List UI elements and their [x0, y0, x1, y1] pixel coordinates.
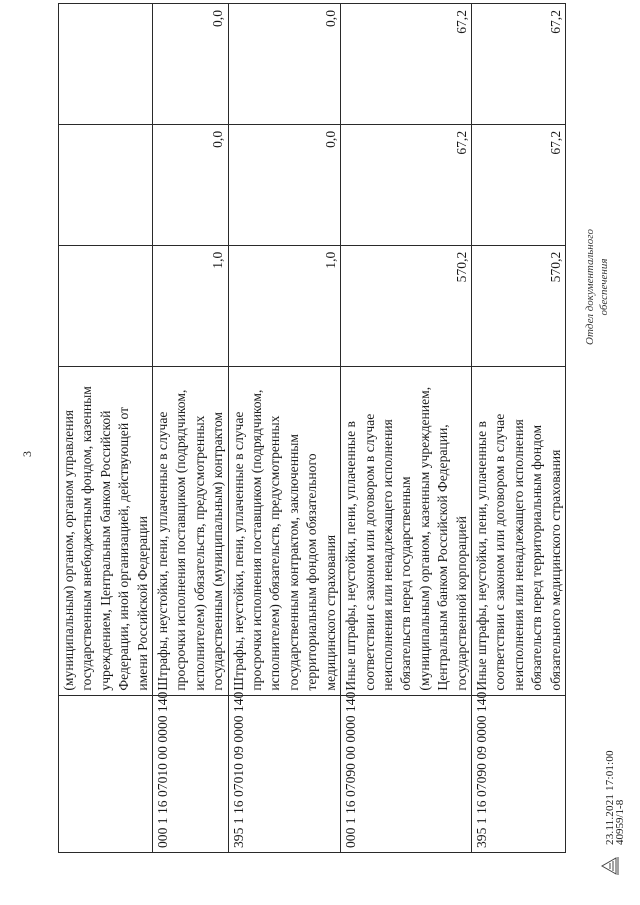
- value-cell-3: 0,0: [153, 4, 229, 125]
- value-cell-3: 0,0: [228, 4, 340, 125]
- value-cell-1: 1,0: [153, 245, 229, 366]
- registry-logo-icon: [598, 855, 620, 877]
- table-row: [471, 4, 565, 853]
- table-row: [341, 4, 472, 853]
- value-cell-3: 67,2: [471, 4, 565, 125]
- value-cell-3: [59, 4, 153, 125]
- description-cell: Штрафы, неустойки, пени, уплаченные в случае просрочки исполнения поставщиком (подрядчиком, исполнителем) обязательств, предусмотренных государственным (муниципальным) контрактом: [153, 366, 229, 695]
- value-cell-2: [59, 124, 153, 245]
- registration-number: 40959/1-8: [614, 799, 626, 845]
- description-cell: (муниципальным) органом, органом управления государственным внебюджетным фондом, казенным учреждением, Центральным банком Российской Федерации, иной организацией, действующей от имени Российской Федерации: [59, 366, 153, 695]
- page-number: 3: [20, 451, 34, 457]
- budget-table: [58, 3, 566, 853]
- table-row: [228, 4, 340, 853]
- value-cell-2: 67,2: [341, 124, 472, 245]
- value-cell-1: 1,0: [228, 245, 340, 366]
- registration-date: 23.11.2021 17:01:00: [604, 750, 616, 845]
- budget-code-cell: 395 1 16 07090 09 0000 140: [471, 695, 565, 852]
- value-cell-1: 570,2: [341, 245, 472, 366]
- budget-code-cell: 000 1 16 07090 00 0000 140: [341, 695, 472, 852]
- description-cell: Иные штрафы, неустойки, пени, уплаченные в соответствии с законом или договором в случае неисполнения или ненадлежащего исполнения обязательств перед территориальным фондом обязательного медицинского страхования: [471, 366, 565, 695]
- budget-code-cell: 000 1 16 07010 00 0000 140: [153, 695, 229, 852]
- stamp-line-1: Отдел документального: [584, 228, 596, 345]
- budget-code-cell: [59, 695, 153, 852]
- value-cell-2: 67,2: [471, 124, 565, 245]
- value-cell-1: [59, 245, 153, 366]
- value-cell-3: 67,2: [341, 4, 472, 125]
- budget-code-cell: 395 1 16 07010 09 0000 140: [228, 695, 340, 852]
- value-cell-1: 570,2: [471, 245, 565, 366]
- department-stamp: [583, 229, 611, 345]
- value-cell-2: 0,0: [153, 124, 229, 245]
- description-cell: Штрафы, неустойки, пени, уплаченные в случае просрочки исполнения поставщиком (подрядчиком, исполнителем) обязательств, предусмотренных государственным контрактом, заключенным территориальным фондом обязательного медицинского страхования: [228, 366, 340, 695]
- table-row: [153, 4, 229, 853]
- description-cell: Иные штрафы, неустойки, пени, уплаченные в соответствии с законом или договором в случае неисполнения или ненадлежащего исполнения обязательств перед государственным (муниципальным) органом, казенным учреждением, Центральным банком Российской Федерации, государственной корпорацией: [341, 366, 472, 695]
- stamp-line-2: обеспечения: [598, 258, 610, 316]
- table-row: [59, 4, 153, 853]
- value-cell-2: 0,0: [228, 124, 340, 245]
